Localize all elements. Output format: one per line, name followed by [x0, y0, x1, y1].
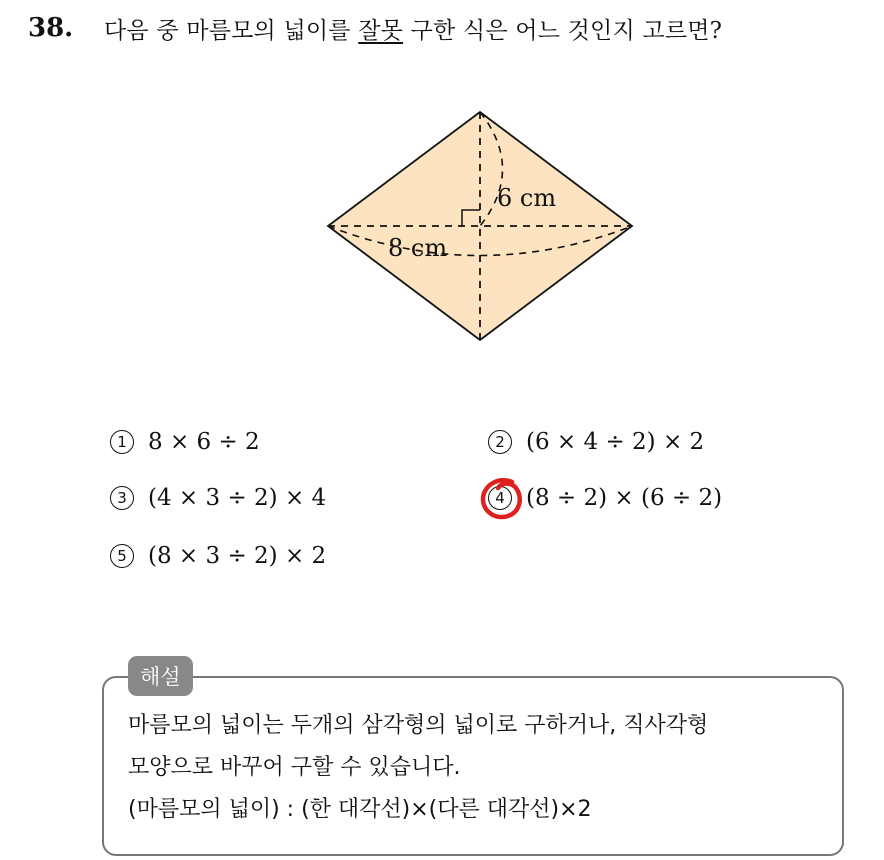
choice-expression-3: (4 × 3 ÷ 2) × 4	[148, 485, 327, 511]
choice-number-5: 5	[110, 544, 134, 568]
choice-expression-1: 8 × 6 ÷ 2	[148, 429, 260, 455]
question-number: 38.	[28, 13, 74, 43]
rhombus-figure	[320, 100, 650, 355]
question-text	[104, 12, 722, 45]
choice-3[interactable]	[110, 482, 326, 514]
choice-1[interactable]	[110, 426, 260, 458]
explanation-line-1: 마름모의 넓이는 두개의 삼각형의 넓이로 구하거나, 직사각형	[128, 713, 709, 738]
explanation-line-3: (마름모의 넓이) : (한 대각선)×(다른 대각선)×2	[128, 797, 592, 822]
question	[28, 8, 722, 48]
choice-number-2: 2	[488, 430, 512, 454]
choice-expression-4: (8 ÷ 2) × (6 ÷ 2)	[526, 485, 723, 511]
height-label: 6 cm	[497, 184, 557, 212]
choice-expression-2: (6 × 4 ÷ 2) × 2	[526, 429, 705, 455]
question-text-underlined: 잘못	[358, 17, 404, 44]
explanation-line-2: 모양으로 바꾸어 구할 수 있습니다.	[128, 755, 461, 780]
choice-expression-5: (8 × 3 ÷ 2) × 2	[148, 543, 327, 569]
question-text-before: 다음 중 마름모의 넓이를	[104, 17, 359, 44]
explanation-tag: 해설	[128, 656, 193, 696]
choice-number-3: 3	[110, 486, 134, 510]
choice-2[interactable]	[488, 426, 704, 458]
width-label: 8 cm	[388, 234, 448, 262]
question-text-after: 구한 식은 어느 것인지 고르면?	[403, 17, 723, 44]
choice-number-4: 4	[488, 486, 512, 510]
choice-5[interactable]	[110, 540, 326, 572]
choice-number-1: 1	[110, 430, 134, 454]
choice-4[interactable]	[488, 482, 722, 514]
